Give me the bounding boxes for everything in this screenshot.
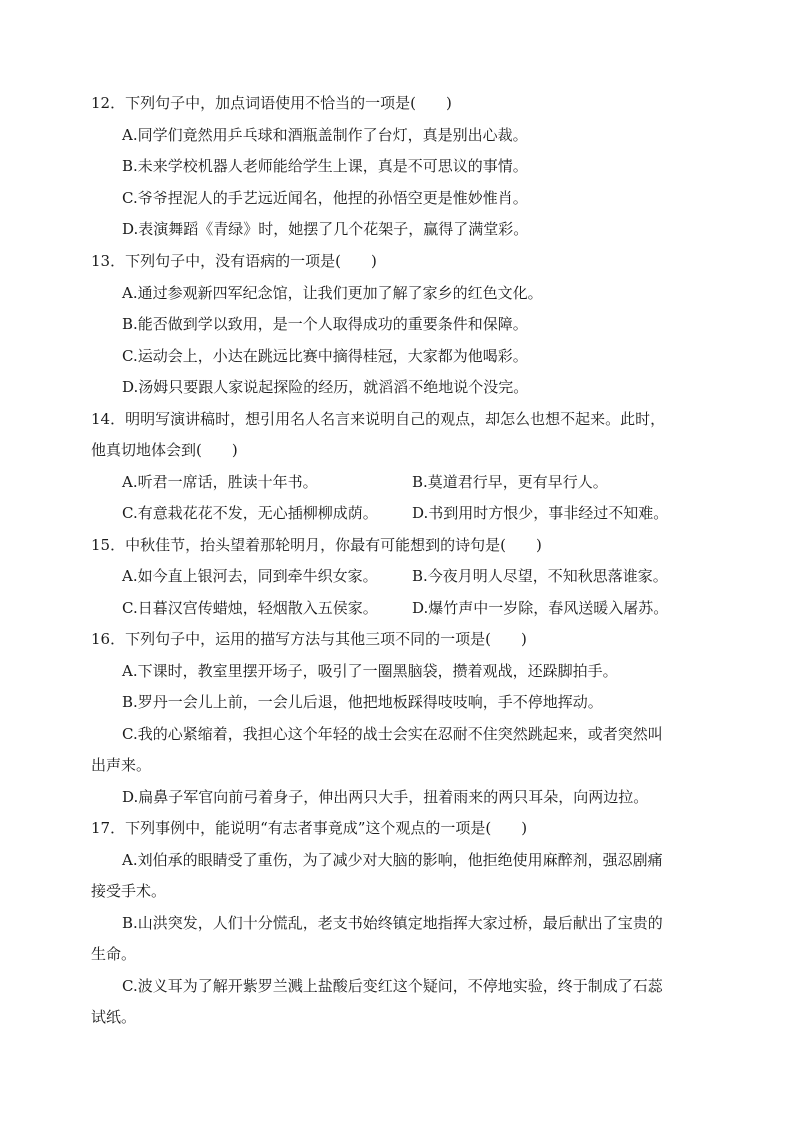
question-17-option-c: C.波义耳为了解开紫罗兰溅上盐酸后变红这个疑问，不停地实验，终于制成了石蕊 — [122, 977, 663, 995]
question-16-option-c: C.我的心紧缩着，我担心这个年轻的战士会实在忍耐不住突然跳起来，或者突然叫 — [122, 725, 663, 743]
question-13-option-b: B.能否做到学以致用，是一个人取得成功的重要条件和保障。 — [122, 315, 528, 333]
question-13-stem: 13．下列句子中，没有语病的一项是( ) — [91, 252, 377, 270]
question-12-stem: 12．下列句子中，加点词语使用不恰当的一项是( ) — [91, 94, 452, 112]
question-17-stem: 17．下列事例中，能说明“有志者事竟成”这个观点的一项是( ) — [91, 819, 528, 837]
question-14-option-b: B.莫道君行早，更有早行人。 — [412, 473, 608, 491]
question-17-option-a: A.刘伯承的眼睛受了重伤，为了减少对大脑的影响，他拒绝使用麻醉剂，强忍剧痛 — [122, 851, 663, 869]
question-13-option-c: C.运动会上，小达在跳远比赛中摘得桂冠，大家都为他喝彩。 — [122, 347, 528, 365]
question-16-option-d: D.扁鼻子军官向前弓着身子，伸出两只大手，扭着雨来的两只耳朵，向两边拉。 — [122, 788, 649, 806]
question-14-option-c: C.有意栽花花不发，无心插柳柳成荫。 — [122, 504, 378, 522]
question-15-option-b: B.今夜月明人尽望，不知秋思落谁家。 — [412, 567, 668, 585]
question-12-option-b: B.未来学校机器人老师能给学生上课，真是不可思议的事情。 — [122, 157, 528, 175]
question-17-option-c-cont: 试纸。 — [91, 1008, 137, 1026]
question-17-option-a-cont: 接受手术。 — [91, 882, 167, 900]
question-12-option-a: A.同学们竟然用乒乓球和酒瓶盖制作了台灯，真是别出心裁。 — [122, 126, 528, 144]
question-12-option-d: D.表演舞蹈《青绿》时，她摆了几个花架子，赢得了满堂彩。 — [122, 220, 529, 238]
question-16-stem: 16．下列句子中，运用的描写方法与其他三项不同的一项是( ) — [91, 630, 527, 648]
question-16-option-a: A.下课时，教室里摆开场子，吸引了一圈黑脑袋，攒着观战，还跺脚拍手。 — [122, 662, 618, 680]
question-17-option-b: B.山洪突发，人们十分慌乱，老支书始终镇定地指挥大家过桥，最后献出了宝贵的 — [122, 914, 663, 932]
question-14-option-a: A.听君一席话，胜读十年书。 — [122, 473, 318, 491]
question-16-option-b: B.罗丹一会儿上前，一会儿后退，他把地板踩得吱吱响，手不停地挥动。 — [122, 693, 603, 711]
question-15-option-d: D.爆竹声中一岁除，春风送暖入屠苏。 — [412, 599, 669, 617]
question-14-stem-line2: 他真切地体会到( ) — [91, 441, 238, 459]
question-15-stem: 15．中秋佳节，抬头望着那轮明月，你最有可能想到的诗句是( ) — [91, 536, 542, 554]
question-15-option-c: C.日暮汉宫传蜡烛，轻烟散入五侯家。 — [122, 599, 378, 617]
question-15-option-a: A.如今直上银河去，同到牵牛织女家。 — [122, 567, 378, 585]
question-13-option-a: A.通过参观新四军纪念馆，让我们更加了解了家乡的红色文化。 — [122, 284, 543, 302]
question-16-option-c-cont: 出声来。 — [91, 756, 152, 774]
question-14-option-d: D.书到用时方恨少，事非经过不知难。 — [412, 504, 669, 522]
question-12-option-c: C.爷爷捏泥人的手艺远近闻名，他捏的孙悟空更是惟妙惟肖。 — [122, 189, 528, 207]
question-17-option-b-cont: 生命。 — [91, 945, 137, 963]
question-14-stem-line1: 14．明明写演讲稿时，想引用名人名言来说明自己的观点，却怎么也想不起来。此时， — [91, 410, 666, 428]
question-13-option-d: D.汤姆只要跟人家说起探险的经历，就滔滔不绝地说个没完。 — [122, 378, 529, 396]
